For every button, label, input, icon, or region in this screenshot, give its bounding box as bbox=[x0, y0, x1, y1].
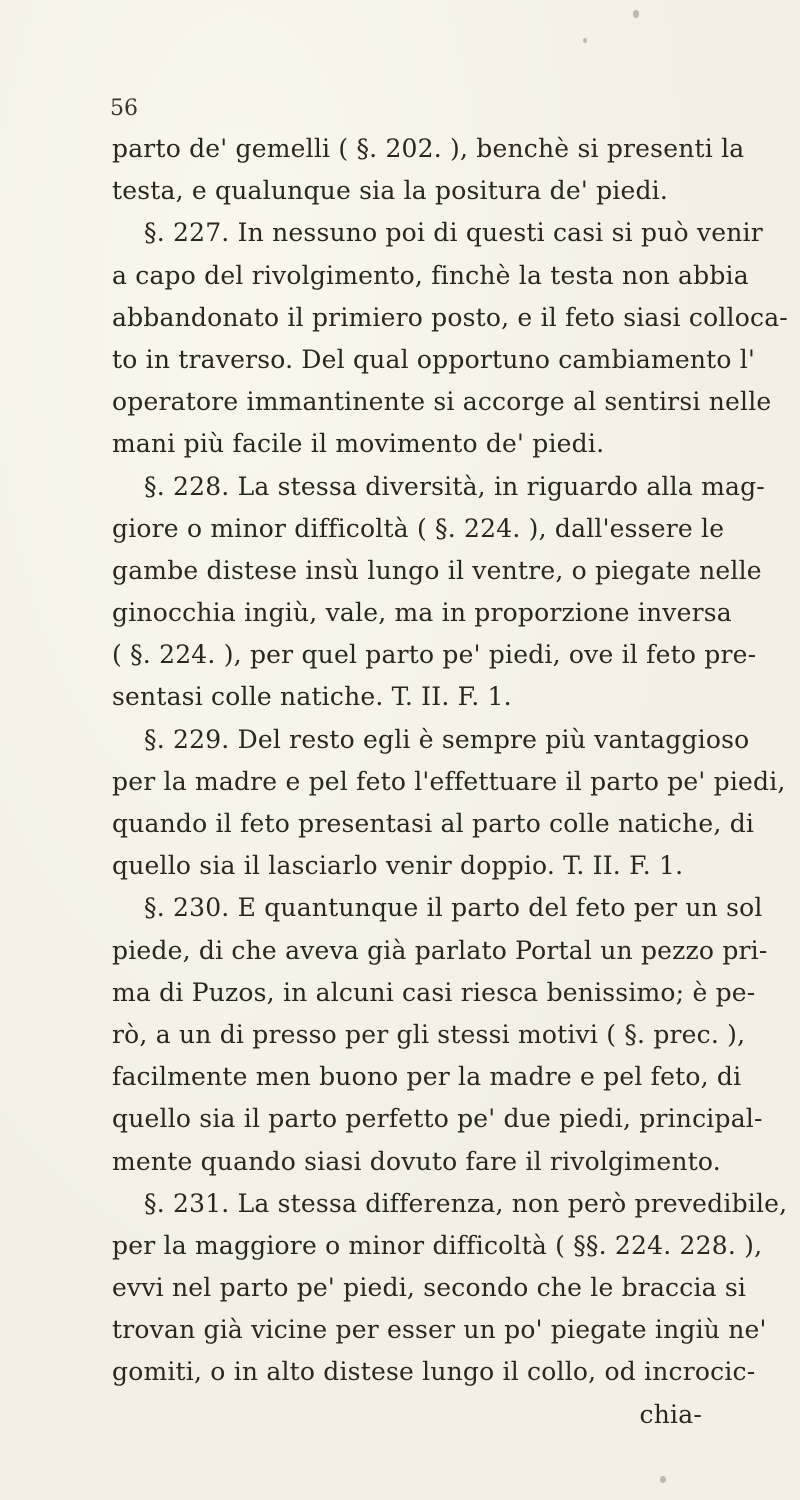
text-line: §. 227. In nessuno poi di questi casi si può venir bbox=[144, 218, 763, 248]
text-line: gambe distese insù lungo il ventre, o piegate nelle bbox=[112, 555, 762, 585]
text-line: §. 229. Del resto egli è sempre più vantaggioso bbox=[144, 724, 750, 754]
text-line: ma di Puzos, in alcuni casi riesca benissimo; è pe- bbox=[112, 977, 756, 1007]
text-line: sentasi colle natiche. T. II. F. 1. bbox=[112, 682, 512, 712]
text-line: §. 228. La stessa diversità, in riguardo alla mag- bbox=[144, 471, 765, 501]
text-line: ( §. 224. ), per quel parto pe' piedi, ove il feto pre- bbox=[112, 640, 757, 670]
text-line: mani più facile il movimento de' piedi. bbox=[112, 429, 605, 459]
text-line: §. 230. E quantunque il parto del feto per un sol bbox=[144, 893, 763, 923]
body-text bbox=[112, 128, 788, 1436]
text-line: rò, a un di presso per gli stessi motivi ( §. prec. ), bbox=[112, 1019, 746, 1049]
page-number: 56 bbox=[110, 96, 138, 121]
text-line: to in traverso. Del qual opportuno cambiamento l' bbox=[112, 344, 756, 374]
text-line: evvi nel parto pe' piedi, secondo che le braccia si bbox=[112, 1273, 747, 1303]
text-line: operatore immantinente si accorge al sentirsi nelle bbox=[112, 387, 772, 417]
text-line: facilmente men buono per la madre e pel feto, di bbox=[112, 1062, 742, 1092]
text-line: gomiti, o in alto distese lungo il collo, od incrocic- bbox=[112, 1357, 756, 1387]
ink-speck bbox=[660, 1476, 666, 1483]
text-line: §. 231. La stessa differenza, non però prevedibile, bbox=[144, 1188, 788, 1218]
text-line: parto de' gemelli ( §. 202. ), benchè si presenti la bbox=[112, 134, 745, 163]
ink-speck bbox=[583, 38, 587, 43]
text-line: testa, e qualunque sia la positura de' piedi. bbox=[112, 176, 669, 206]
text-line: abbandonato il primiero posto, e il feto siasi colloca- bbox=[112, 302, 788, 332]
text-line: quando il feto presentasi al parto colle natiche, di bbox=[112, 809, 755, 838]
text-line: per la madre e pel feto l'effettuare il parto pe' piedi, bbox=[112, 766, 786, 796]
catchword: chia- bbox=[639, 1399, 702, 1429]
text-line: a capo del rivolgimento, finchè la testa non abbia bbox=[112, 260, 749, 290]
ink-speck bbox=[633, 10, 639, 18]
text-line: trovan già vicine per esser un po' piegate ingiù ne' bbox=[112, 1315, 767, 1345]
text-line: quello sia il lasciarlo venir doppio. T. II. F. 1. bbox=[112, 851, 684, 881]
text-line: per la maggiore o minor difficoltà ( §§. 224. 228. ), bbox=[112, 1230, 763, 1260]
text-line: quello sia il parto perfetto pe' due piedi, principal- bbox=[112, 1104, 763, 1134]
text-line: piede, di che aveva già parlato Portal un pezzo pri- bbox=[112, 935, 768, 965]
text-line: giore o minor difficoltà ( §. 224. ), dall'essere le bbox=[112, 513, 725, 543]
text-line: ginocchia ingiù, vale, ma in proporzione inversa bbox=[112, 598, 732, 628]
text-line: mente quando siasi dovuto fare il rivolgimento. bbox=[112, 1146, 721, 1176]
